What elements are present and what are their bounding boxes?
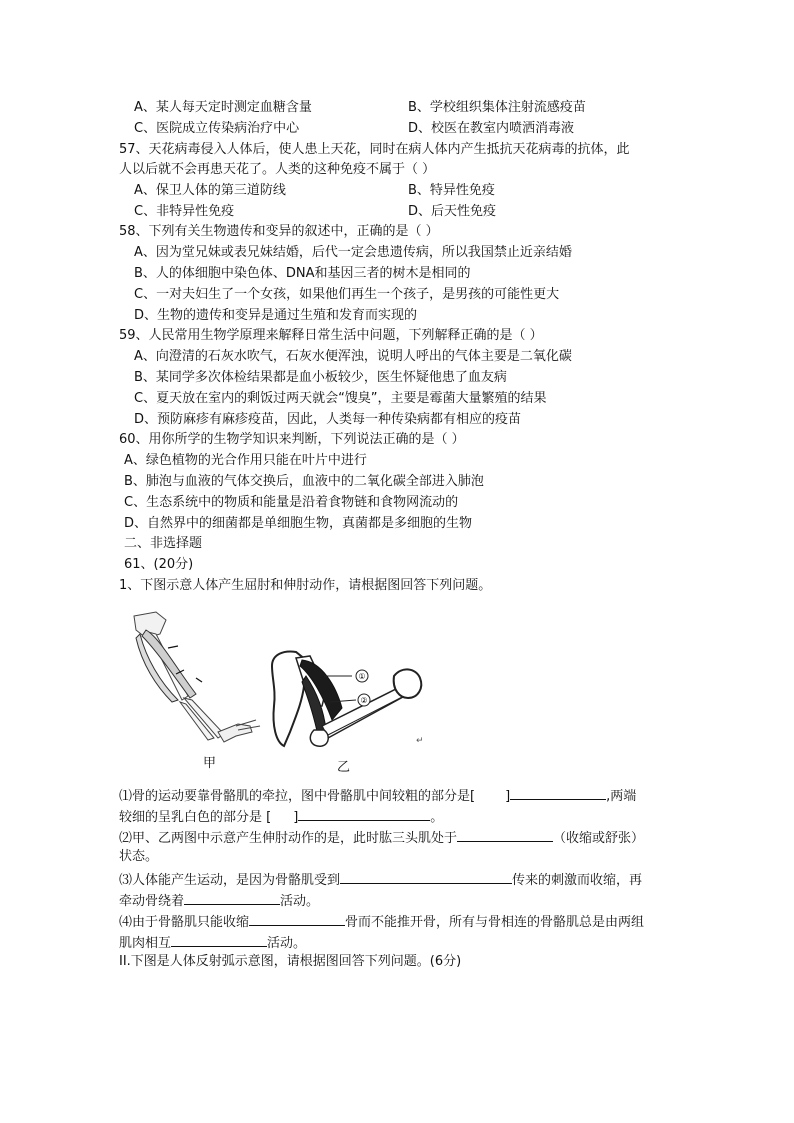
q57-stem-line1: 57、天花病毒侵入人体后，使人患上天花，同时在病人体内产生抵抗天花病毒的抗体，此: [119, 142, 630, 157]
section-heading: 二、非选择题: [124, 536, 203, 551]
q57-option-a: A、保卫人体的第三道防线: [134, 183, 286, 198]
q61-s1-bracket-blank-2[interactable]: [271, 806, 293, 821]
q61-s1-line2: [119, 805, 443, 825]
q61-s1-line1: [119, 784, 636, 804]
q59-option-d: D、预防麻疹有麻疹疫苗，因此，人类每一种传染病都有相应的疫苗: [134, 412, 522, 427]
q58-option-a: A、因为堂兄妹或表兄妹结婚，后代一定会患遗传病，所以我国禁止近亲结婚: [134, 245, 572, 260]
q61-s4-blank-2[interactable]: [171, 931, 267, 947]
figure-label-jia: 甲: [203, 756, 217, 771]
paragraph-mark-icon: ↵: [416, 736, 424, 746]
q61-s1-blank-1[interactable]: [510, 784, 606, 800]
q58-option-b: B、人的体细胞中染色体、DNA和基因三者的树木是相同的: [134, 266, 471, 281]
arm-figure-jia: [126, 608, 266, 748]
q59-stem: 59、人民常用生物学原理来解释日常生活中问题，下列解释正确的是（ ）: [119, 328, 543, 343]
q59-option-c: C、夏天放在室内的剩饭过两天就会“馊臭”，主要是霉菌大量繁殖的结果: [134, 391, 547, 406]
marker-2-label: ②: [360, 696, 368, 705]
q61-s3-line1: [119, 868, 642, 888]
q61-s1-text-d: 较细的呈乳白色的部分是 [: [119, 810, 272, 825]
q59-option-a: A、向澄清的石灰水吹气，石灰水便浑浊，说明人呼出的气体主要是二氧化碳: [134, 349, 572, 364]
q56-option-a: A、某人每天定时测定血糖含量: [134, 100, 312, 115]
q61-s1-text-b: ]: [505, 789, 511, 804]
q60-option-a: A、绿色植物的光合作用只能在叶片中进行: [124, 453, 367, 468]
q61-s2-line1: [119, 826, 644, 846]
q56-option-c: C、医院成立传染病治疗中心: [134, 121, 300, 136]
q60-stem: 60、用你所学的生物学知识来判断，下列说法正确的是（ ）: [119, 432, 465, 447]
q61-s4-text-a: ⑷由于骨骼肌只能收缩: [119, 915, 250, 930]
q61-s2-blank[interactable]: [457, 826, 553, 842]
q61-s4-blank-1[interactable]: [249, 910, 345, 926]
q61-s1-text-e: ]: [293, 810, 299, 825]
q56-option-b: B、学校组织集体注射流感疫苗: [408, 100, 586, 115]
q60-option-d: D、自然界中的细菌都是单细胞生物，真菌都是多细胞的生物: [124, 516, 473, 531]
q58-option-d: D、生物的遗传和变异是通过生殖和发育而实现的: [134, 308, 418, 323]
q61-s3-text-d: 活动。: [280, 894, 320, 909]
q61-s4-line2: [119, 931, 306, 951]
q61-s1-text-f: 。: [430, 810, 444, 825]
q61-s4-text-b: 骨而不能推开骨，所有与骨相连的骨骼肌总是由两组: [345, 915, 645, 930]
q61-s4-line1: [119, 910, 644, 930]
q61-s4-text-d: 活动。: [267, 936, 307, 951]
q61-s2-text-a: ⑵甲、乙两图中示意产生伸肘动作的是，此时肱三头肌处于: [119, 831, 458, 846]
q61-s3-blank-1[interactable]: [340, 868, 512, 884]
q57-option-c: C、非特异性免疫: [134, 204, 235, 219]
q61-s3-text-a: ⑶人体能产生运动，是因为骨骼肌受到: [119, 873, 341, 888]
q56-option-d: D、校医在教室内喷洒消毒液: [408, 121, 575, 136]
q61-part1-intro: 1、下图示意人体产生屈肘和伸肘动作，请根据图回答下列问题。: [119, 578, 492, 593]
q61-s3-line2: [119, 889, 319, 909]
marker-1-label: ①: [358, 672, 366, 681]
q58-option-c: C、一对夫妇生了一个女孩，如果他们再生一个孩子，是男孩的可能性更大: [134, 287, 560, 302]
q57-option-b: B、特异性免疫: [408, 183, 495, 198]
q61-s1-text-c: ,两端: [606, 789, 637, 804]
q60-option-b: B、肺泡与血液的气体交换后，血液中的二氧化碳全部进入肺泡: [124, 474, 484, 489]
q61-s3-text-c: 牵动骨绕着: [119, 894, 185, 909]
q61-s3-text-b: 传来的刺激而收缩，再: [512, 873, 643, 888]
q61-s2-text-b: （收缩或舒张）: [553, 831, 645, 846]
q61-part2-intro: II.下图是人体反射弧示意图，请根据图回答下列问题。(6分): [119, 954, 462, 969]
q61-s2-line2: 状态。: [119, 849, 159, 864]
q57-option-d: D、后天性免疫: [408, 204, 497, 219]
q57-stem-line2: 人以后就不会再患天花了。人类的这种免疫不属于（ ）: [119, 162, 436, 177]
q61-s1-blank-2[interactable]: [298, 805, 430, 821]
arm-figure-yi: [266, 646, 426, 750]
q61-score: 61、(20分): [124, 557, 194, 572]
q61-s1-text-a: ⑴骨的运动要靠骨骼肌的牵拉，图中骨骼肌中间较粗的部分是[: [119, 789, 476, 804]
q60-option-c: C、生态系统中的物质和能量是沿着食物链和食物网流动的: [124, 495, 459, 510]
q61-s3-blank-2[interactable]: [184, 889, 280, 905]
q61-s4-text-c: 肌肉相互: [119, 936, 172, 951]
q61-s1-bracket-blank[interactable]: [475, 785, 505, 800]
figure-label-yi: 乙: [337, 760, 351, 775]
q59-option-b: B、某同学多次体检结果都是血小板较少，医生怀疑他患了血友病: [134, 370, 507, 385]
q58-stem: 58、下列有关生物遗传和变异的叙述中，正确的是（ ）: [119, 224, 439, 239]
